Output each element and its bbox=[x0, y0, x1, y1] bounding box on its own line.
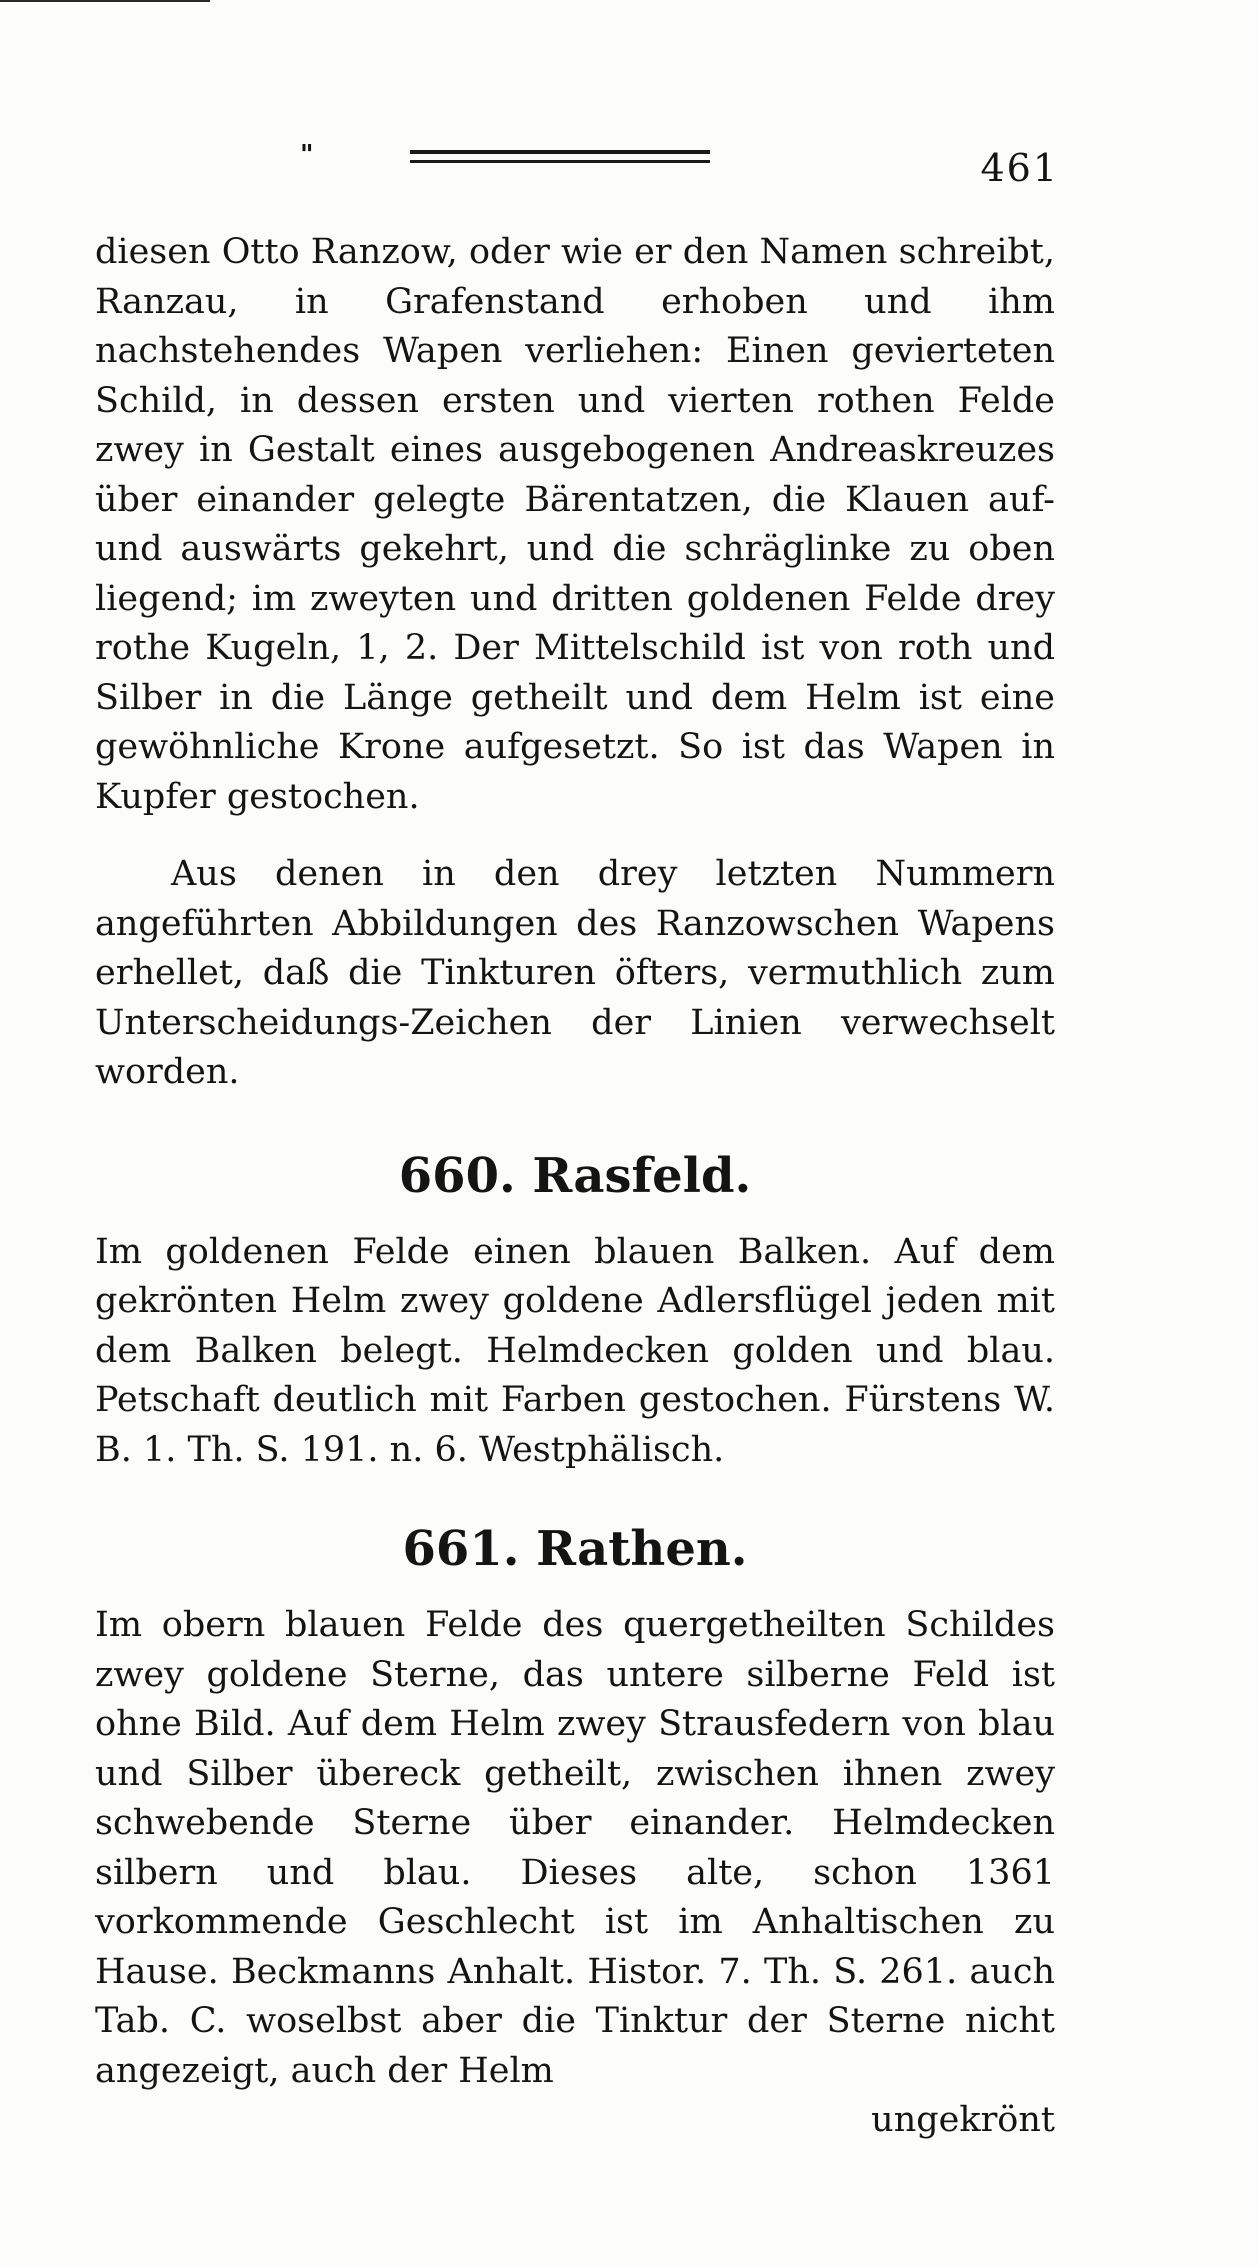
header-rule bbox=[410, 150, 710, 154]
page-number: 461 bbox=[980, 146, 1059, 190]
header-rule-secondary bbox=[410, 160, 710, 163]
page-body bbox=[95, 228, 1055, 2146]
catchword: ungekrönt bbox=[871, 2100, 1055, 2140]
page-header bbox=[0, 140, 1259, 200]
entry-text-660: Im goldenen Felde einen blauen Balken. Auf dem gekrönten Helm zwey goldene Adlersflügel jeden mit dem Balken belegt. Helmdecken golden und blau. Petschaft deutlich mit Farben gestochen. Fürstens W. B. 1. Th. S. 191. n. 6. Westphälisch. bbox=[95, 1231, 1055, 1470]
summary-paragraph: Aus denen in den drey letzten Nummern angeführten Abbildungen des Ranzowschen Wapens erhellet, daß die Tinkturen öfters, vermuthlich zum Unterscheidungs-Zeichen der Linien verwechselt worden. bbox=[95, 854, 1055, 1092]
entry-heading-660: 660. Rasfeld. bbox=[398, 1147, 752, 1204]
entry-text-661: Im obern blauen Felde des quergetheilten Schildes zwey goldene Sterne, das untere silberne Feld ist ohne Bild. Auf dem Helm zwey Strausfedern von blau und Silber übereck getheilt, zwischen ihnen zwey schwebende Sterne über einander. Helmdecken silbern und blau. Dieses alte, schon 1361 vorkommende Geschlecht ist im Anhaltischen zu Hause. Beckmanns Anhalt. Histor. 7. Th. S. 261. auch Tab. C. woselbst aber die Tinktur der Sterne nicht angezeigt, auch der Helm bbox=[95, 1605, 1055, 2091]
continued-paragraph: diesen Otto Ranzow, oder wie er den Namen schreibt, Ranzau, in Grafenstand erhoben und ihm nachstehendes Wapen verliehen: Einen gevierteten Schild, in dessen ersten und vierten rothen Felde zwey in Gestalt eines ausgebogenen Andreaskreuzes über einander gelegte Bärentatzen, die Klauen auf- und auswärts gekehrt, und die schräglinke zu oben liegend; im zweyten und dritten goldenen Felde drey rothe Kugeln, 1, 2. Der Mittelschild ist von roth und Silber in die Länge getheilt und dem Helm ist eine gewöhnliche Krone aufgesetzt. So ist das Wapen in Kupfer gestochen. bbox=[95, 232, 1055, 817]
paragraph-spacer bbox=[95, 822, 1055, 850]
header-mark: " bbox=[300, 140, 314, 170]
entry-heading-661: 661. Rathen. bbox=[402, 1521, 748, 1577]
page-edge-line bbox=[0, 0, 210, 2]
